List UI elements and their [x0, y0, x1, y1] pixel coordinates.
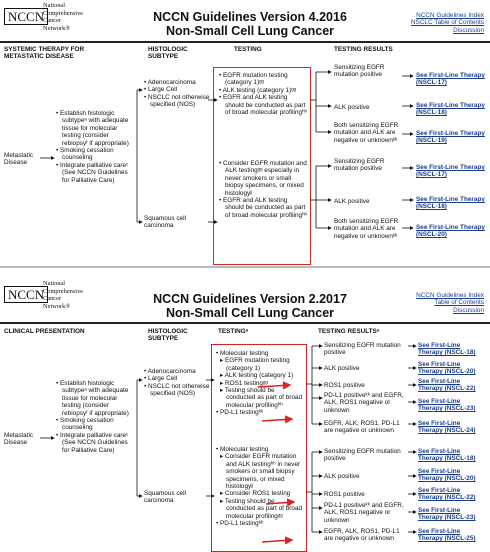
result-a-negative: Both sensitizing EGFR mutation and ALK are negative or unknownᵏᵏ	[334, 122, 399, 144]
link-first-line-therapy[interactable]: See First-Line Therapy (NSCL-19)	[416, 130, 485, 145]
step-establish-subtype: • Establish histologic subtypeᵃ with adequate tissue for molecular testing (consider rebiopsyᶠ if appropriate)	[56, 380, 129, 417]
test-broad-profiling: ▸ Testing should be conducted as part of broad molecular profilingʰʰ	[220, 387, 303, 409]
link-first-line-therapy[interactable]: See First-Line Therapy (NSCL-22)	[418, 378, 476, 393]
nav-table-of-contents[interactable]: NSCLC Table of Contents	[410, 19, 484, 27]
histology-nsclc-nos: • NSCLC not otherwise specified (NOS)	[144, 382, 210, 398]
histology-nsclc-nos: • NSCLC not otherwise specified (NOS)	[144, 93, 210, 109]
histology-squamous: Squamous cell carcinoma	[144, 490, 186, 505]
test-alk: ▸ ALK testing (category 1)	[220, 372, 294, 380]
histology-adenocarcinoma: • Adenocarcinoma	[144, 79, 196, 86]
histology-large-cell: • Large Cell	[144, 86, 178, 94]
org-name-line: Comprehensive	[43, 9, 84, 17]
org-name-line: Network®	[43, 24, 71, 32]
nav-table-of-contents[interactable]: Table of Contents	[434, 299, 484, 307]
nav-guidelines-index[interactable]: NCCN Guidelines Index	[416, 292, 484, 299]
col-header-histology: HISTOLOGIC SUBTYPE	[148, 46, 188, 61]
nav-guidelines-index[interactable]: NCCN Guidelines Index	[416, 12, 484, 19]
result-a-ros1: ROS1 positive	[324, 382, 365, 389]
col-header-testing: TESTINGᵃ	[218, 328, 249, 335]
test-ros1: ▸ ROS1 testingᵍᵍ	[220, 379, 268, 387]
nav-discussion[interactable]: Discussion	[453, 306, 484, 314]
page-title-version: NCCN Guidelines Version 2.2017	[153, 292, 347, 306]
org-name-line: Network®	[43, 302, 71, 310]
link-first-line-therapy[interactable]: See First-Line Therapy (NSCL-20)	[418, 468, 476, 483]
col-header-histology: HISTOLOGIC SUBTYPE	[148, 328, 188, 343]
col-header-therapy: SYSTEMIC THERAPY FOR METASTATIC DISEASE	[4, 46, 85, 61]
result-a-egfr: Sensitizing EGFR mutation positive	[334, 64, 385, 79]
link-first-line-therapy[interactable]: See First-Line Therapy (NSCL-17)	[416, 164, 485, 179]
test-molecular: • Molecular testing	[216, 446, 269, 453]
col-header-results: TESTING RESULTS	[334, 46, 393, 53]
test-pdl1: • PD-L1 testingᵏᵏ	[216, 520, 264, 528]
result-b-alk: ALK positive	[334, 198, 370, 205]
histology-large-cell: • Large Cell	[144, 375, 178, 383]
metastatic-disease-label: Metastatic Disease	[4, 432, 34, 447]
result-a-alk: ALK positive	[334, 104, 370, 111]
test-broad-profiling: ▸ Testing should be conducted as part of broad molecular profilingᵍᵍ	[220, 497, 303, 520]
link-first-line-therapy[interactable]: See First-Line Therapy (NSCL-18)	[418, 448, 476, 463]
link-first-line-therapy[interactable]: See First-Line Therapy (NSCL-17)	[416, 72, 485, 87]
test-egfr: ▸ EGFR mutation testing (category 1)	[220, 357, 290, 372]
org-name-line: Cancer	[43, 17, 62, 25]
step-establish-subtype: • Establish histologic subtypeᵃ with adequate tissue for molecular testing (consider rebiopsyᶠ if appropriate)	[56, 110, 129, 147]
link-first-line-therapy[interactable]: See First-Line Therapy (NSCL-24)	[418, 420, 476, 435]
result-a-pdl1: PD-L1 positiveᵏᵏ and EGFR, ALK, ROS1 negative or unknown	[324, 392, 404, 414]
test-egfr: • EGFR mutation testing (category 1)ᵍᵍ	[219, 72, 288, 87]
link-first-line-therapy[interactable]: See First-Line Therapy (NSCL-23)	[418, 398, 476, 413]
nccn-logo: NCCN	[4, 286, 48, 303]
result-b-egfr: Sensitizing EGFR mutation positive	[334, 158, 385, 173]
result-b-negative: Both sensitizing EGFR mutation and ALK are negative or unknownᵏᵏ	[334, 218, 399, 240]
histology-squamous: Squamous cell carcinoma	[144, 215, 186, 230]
result-b-egfr: Sensitizing EGFR mutation positive	[324, 448, 401, 463]
test-consider-egfr-alk: ▸ Consider EGFR mutation and ALK testingʰʰ in never smokers or small biopsy specimens, or mixed histologyʲʲ	[220, 453, 301, 491]
test-pdl1: • PD-L1 testingᵏᵏ	[216, 409, 264, 417]
test-broad-profiling: • EGFR and ALK testing should be conducted as part of broad molecular profilingʰʰ	[219, 197, 307, 219]
test-consider-egfr-alk: • Consider EGFR mutation and ALK testingᵍᵍ especially in never smokers or small biopsy specimens, or mixed histologyʲʲ	[219, 160, 307, 197]
col-header-testing: TESTING	[234, 46, 262, 53]
step-smoking-cessation: • Smoking cessation counseling	[56, 417, 114, 432]
col-header-results: TESTING RESULTSᵃ	[318, 328, 380, 335]
step-palliative-care[interactable]: • Integrate palliative careᶜ (See NCCN Guidelines for Palliative Care)	[56, 431, 129, 454]
org-name-line: Comprehensive	[43, 287, 84, 295]
org-name-line: Cancer	[43, 295, 62, 303]
org-name-line: National	[43, 2, 66, 9]
org-name-line: National	[43, 280, 66, 287]
result-a-negative: EGFR, ALK, ROS1, PD-L1 are negative or unknown	[324, 420, 400, 435]
result-b-negative: EGFR, ALK, ROS1, PD-L1 are negative or unknown	[324, 528, 400, 543]
link-first-line-therapy[interactable]: See First-Line Therapy (NSCL-18)	[416, 196, 485, 211]
link-first-line-therapy[interactable]: See First-Line Therapy (NSCL-22)	[418, 487, 476, 502]
result-b-ros1: ROS1 positive	[324, 491, 365, 498]
link-first-line-therapy[interactable]: See First-Line Therapy (NSCL-25)	[418, 528, 476, 543]
link-first-line-therapy[interactable]: See First-Line Therapy (NSCL-18)	[418, 342, 476, 357]
test-consider-ros1: ▸ Consider ROS1 testing	[220, 490, 291, 498]
col-header-presentation: CLINICAL PRESENTATION	[4, 328, 85, 335]
test-molecular: • Molecular testing	[216, 350, 269, 357]
link-first-line-therapy[interactable]: See First-Line Therapy (NSCL-23)	[418, 507, 476, 522]
metastatic-disease-label: Metastatic Disease	[4, 152, 34, 167]
nccn-logo: NCCN	[4, 8, 48, 25]
result-b-pdl1: PD-L1 positiveᵏᵏ and EGFR, ALK, ROS1 negative or unknown	[324, 502, 404, 524]
link-first-line-therapy[interactable]: See First-Line Therapy (NSCL-18)	[416, 102, 485, 117]
page-title-disease: Non-Small Cell Lung Cancer	[165, 306, 335, 320]
page-title-version: NCCN Guidelines Version 4.2016	[153, 10, 347, 24]
test-alk: • ALK testing (category 1)ᵍᵍ	[219, 86, 297, 94]
step-smoking-cessation: • Smoking cessation counseling	[56, 147, 114, 162]
nav-discussion[interactable]: Discussion	[453, 26, 484, 34]
page-title-disease: Non-Small Cell Lung Cancer	[165, 24, 335, 38]
histology-adenocarcinoma: • Adenocarcinoma	[144, 368, 196, 375]
link-first-line-therapy[interactable]: See First-Line Therapy (NSCL-20)	[418, 361, 476, 376]
result-b-alk: ALK positive	[324, 473, 360, 480]
result-a-alk: ALK positive	[324, 365, 360, 372]
link-first-line-therapy[interactable]: See First-Line Therapy (NSCL-20)	[416, 224, 485, 239]
test-broad-profiling: • EGFR and ALK testing should be conducted as part of broad molecular profilingʰʰ	[219, 94, 307, 117]
step-palliative-care[interactable]: • Integrate palliative careᶜ (See NCCN Guidelines for Palliative Care)	[56, 161, 129, 184]
result-a-egfr: Sensitizing EGFR mutation positive	[324, 342, 401, 357]
